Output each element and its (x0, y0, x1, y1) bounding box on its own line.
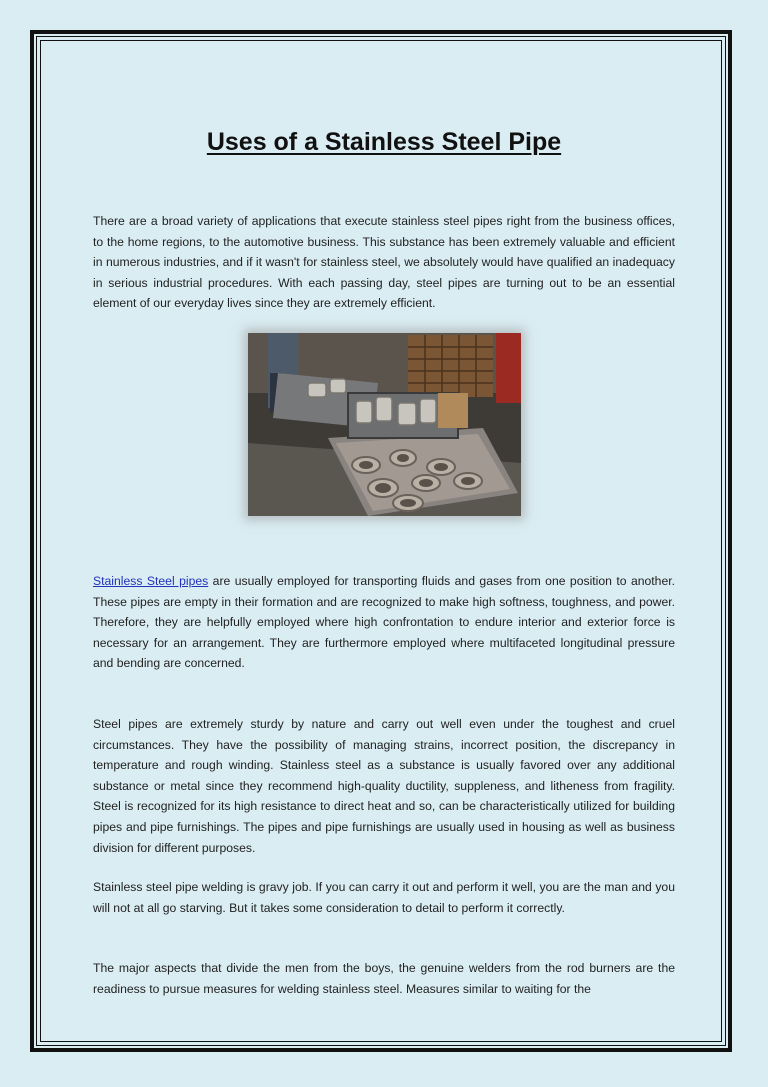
stainless-steel-pipes-link[interactable]: Stainless Steel pipes (93, 574, 209, 588)
photo-box (438, 393, 468, 428)
workshop-photo-graphic (248, 333, 521, 516)
photo-shelf (408, 335, 493, 397)
paragraph-aspects: The major aspects that divide the men from the boys, the genuine welders from the rod burners are the readiness to pursue measures for welding stainless steel. Measures similar to waiting for the (93, 961, 675, 996)
paragraph-intro: There are a broad variety of applications that execute stainless steel pipes right from the business offices, to the home regions, to the automotive business. This substance has been extremely valuable and efficient in numerous industries, and if it wasn't for stainless steel, we absolutely would have qualified an inadequacy in serious industrial procedures. With each passing day, steel pipes are turning out to be an essential element of our everyday lives since they are extremely efficient. (93, 214, 675, 311)
photo-red-cabinet (496, 333, 521, 403)
paragraph-transport (93, 571, 675, 674)
paragraph-sturdy: Steel pipes are extremely sturdy by nature and carry out well even under the toughest and cruel circumstances. They have the possibility of managing strains, incorrect position, the discrepancy in temperature and rough winding. Stainless steel as a substance is usually favored over any additional substance or metal since they recommend high-quality ductility, suppleness, and litheness from fragility. Steel is recognized for its high resistance to direct heat and so, can be characteristically utilized for building pipes and pipe furnishings. The pipes and pipe furnishings are usually used in housing as well as business division for different purposes. (93, 717, 675, 855)
document-title-text: Uses of a Stainless Steel Pipe (206, 128, 562, 156)
document-title (0, 128, 768, 157)
paragraph-transport-text: are usually employed for transporting fluids and gases from one position to another. These pipes are empty in their formation and are recognized to make high softness, toughness, and power. Therefore, they are helpfully employed where high confrontation to endure interior and exterior force is necessary for an arrangement. They are furthermore employed where multifaceted longitudinal pressure and bending are concerned. (93, 574, 676, 671)
paragraph-welding: Stainless steel pipe welding is gravy job. If you can carry it out and perform it well, you are the man and you will not at all go starving. But it takes some consideration to detail to perform it correctly. (93, 880, 675, 915)
workshop-photo (248, 333, 521, 516)
